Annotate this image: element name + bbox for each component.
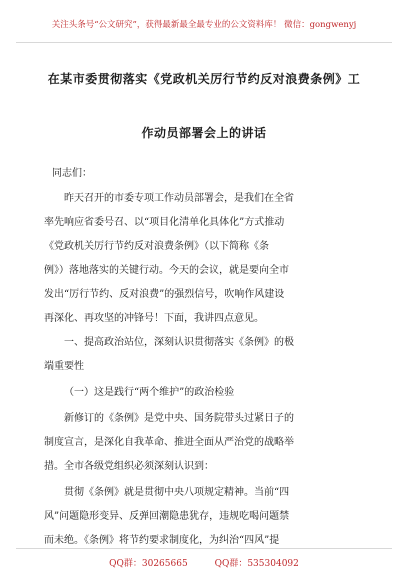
subsection-heading: （一）这是践行“两个维护”的政治检验: [64, 387, 235, 398]
body-line: 而未绝。《条例》将节约要求制度化，为纠治“四风”提: [44, 535, 280, 546]
body-line: 贯彻《条例》就是贯彻中央八项规定精神。当前“四: [64, 487, 290, 498]
body-line: 发出“厉行节约、反对浪费”的强烈信号，吹响作风建设: [44, 289, 285, 300]
footer-divider: [16, 548, 392, 549]
body-line: 风”问题隐形变异、反弹回潮隐患犹存，违规吃喝问题禁: [44, 511, 290, 522]
body-line: 制度宣言，是深化自我革命、推进全面从严治党的战略举: [44, 437, 294, 448]
body-line: 昨天召开的市委专项工作动员部署会，是我们在全省: [64, 193, 294, 204]
salutation: 同志们：: [52, 168, 92, 179]
footer-qq-group-1: QQ群：30265665: [109, 559, 188, 569]
document-title-line-2: 作动员部署会上的讲话: [141, 126, 267, 140]
body-line: 率先响应省委号召、以“项目化清单化具体化”方式推动: [44, 217, 285, 228]
section-heading: 一、提高政治站位，深刻认识贯彻落实《条例》的极: [64, 337, 294, 348]
footer: [0, 556, 408, 569]
body-line: 《党政机关厉行节约反对浪费条例》（以下简称《条: [44, 241, 269, 252]
header-notice: 关注头条号“公文研究”，获得最新最全最专业的公文资料库！ 微信：gongwenyj: [16, 12, 392, 43]
body-line: 措。全市各级党组织必须深刻认识到：: [44, 461, 214, 472]
body-line: 新修订的《条例》是党中央、国务院带头过紧日子的: [64, 413, 294, 424]
document-title-line-1: 在某市委贯彻落实《党政机关厉行节约反对浪费条例》工: [47, 72, 361, 86]
body-line: 再深化、再攻坚的冲锋号！下面，我讲四点意见。: [44, 313, 264, 324]
body-line: 例》）落地落实的关键行动。今天的会议，就是要向全市: [44, 265, 289, 276]
footer-qq-group-2: QQ群：535304092: [214, 559, 299, 569]
section-heading: 端重要性: [44, 361, 84, 372]
